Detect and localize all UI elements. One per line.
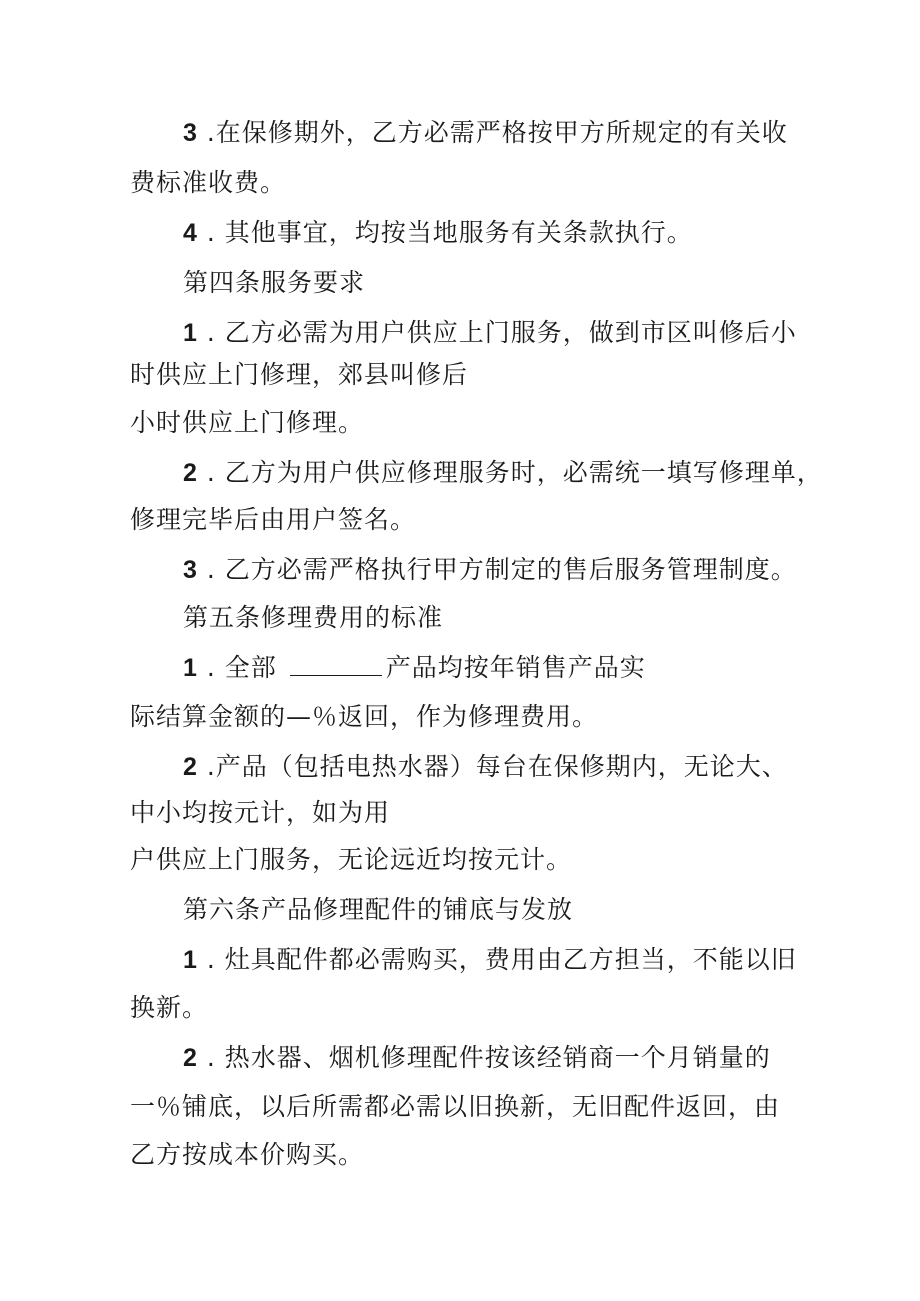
- service-item-1-line-2: 时供应上门修理，郊县叫修后: [130, 360, 469, 389]
- fee-item-1-line-2: 际结算金额的—％返回，作为修理费用。: [130, 702, 599, 731]
- clause-text: . 全部: [197, 653, 286, 682]
- service-item-3-line-1: [183, 555, 797, 585]
- parts-item-2-line-1: [183, 1043, 771, 1073]
- parts-item-1-line-2: 换新。: [130, 993, 209, 1022]
- parts-item-1-line-1: [183, 945, 797, 975]
- section-heading-5: 第五条修理费用的标准: [183, 603, 444, 632]
- clause-text: .产品（包括电热水器）每台在保修期内，无论大、: [197, 752, 788, 781]
- parts-item-2-line-2: 一％铺底，以后所需都必需以旧换新，无旧配件返回，由: [130, 1092, 781, 1121]
- clause-3-line-2: 费标准收费。: [130, 168, 287, 197]
- item-number: 2: [183, 1044, 198, 1072]
- item-number: 2: [183, 753, 198, 781]
- clause-text: . 乙方必需严格执行甲方制定的售后服务管理制度。: [197, 555, 797, 584]
- clause-text: . 灶具配件都必需购买，费用由乙方担当，不能以旧: [197, 945, 797, 974]
- parts-item-2-line-3: 乙方按成本价购买。: [130, 1140, 365, 1169]
- item-number: 1: [183, 946, 198, 974]
- clause-4-line-1: [183, 218, 693, 248]
- fee-item-2-line-3: 户供应上门服务，无论远近均按元计。: [130, 845, 573, 874]
- clause-text: . 其他事宜，均按当地服务有关条款执行。: [197, 218, 693, 247]
- section-heading-6: 第六条产品修理配件的铺底与发放: [183, 895, 574, 924]
- clause-text: 产品均按年销售产品实: [385, 653, 646, 682]
- service-item-1-line-1: [183, 318, 797, 348]
- item-number: 1: [183, 654, 198, 682]
- item-number: 4: [183, 219, 198, 247]
- item-number: 1: [183, 319, 198, 347]
- clause-3-line-1: [183, 118, 788, 148]
- item-number: 3: [183, 119, 198, 147]
- service-item-2-line-1: [183, 458, 823, 488]
- clause-text: .在保修期外，乙方必需严格按甲方所规定的有关收: [197, 118, 788, 147]
- item-number: 2: [183, 459, 198, 487]
- fee-item-2-line-2: 中小均按元计，如为用: [130, 798, 391, 827]
- fill-in-blank: [290, 655, 382, 676]
- section-heading-4: 第四条服务要求: [183, 268, 366, 297]
- fee-item-2-line-1: [183, 752, 788, 782]
- clause-text: . 乙方必需为用户供应上门服务，做到市区叫修后小: [197, 318, 797, 347]
- fee-item-1-line-1: [183, 653, 646, 683]
- item-number: 3: [183, 556, 198, 584]
- clause-text: . 乙方为用户供应修理服务时，必需统一填写修理单，: [197, 458, 823, 487]
- service-item-1-line-3: 小时供应上门修理。: [130, 408, 365, 437]
- clause-text: . 热水器、烟机修理配件按该经销商一个月销量的: [197, 1043, 771, 1072]
- service-item-2-line-2: 修理完毕后由用户签名。: [130, 505, 417, 534]
